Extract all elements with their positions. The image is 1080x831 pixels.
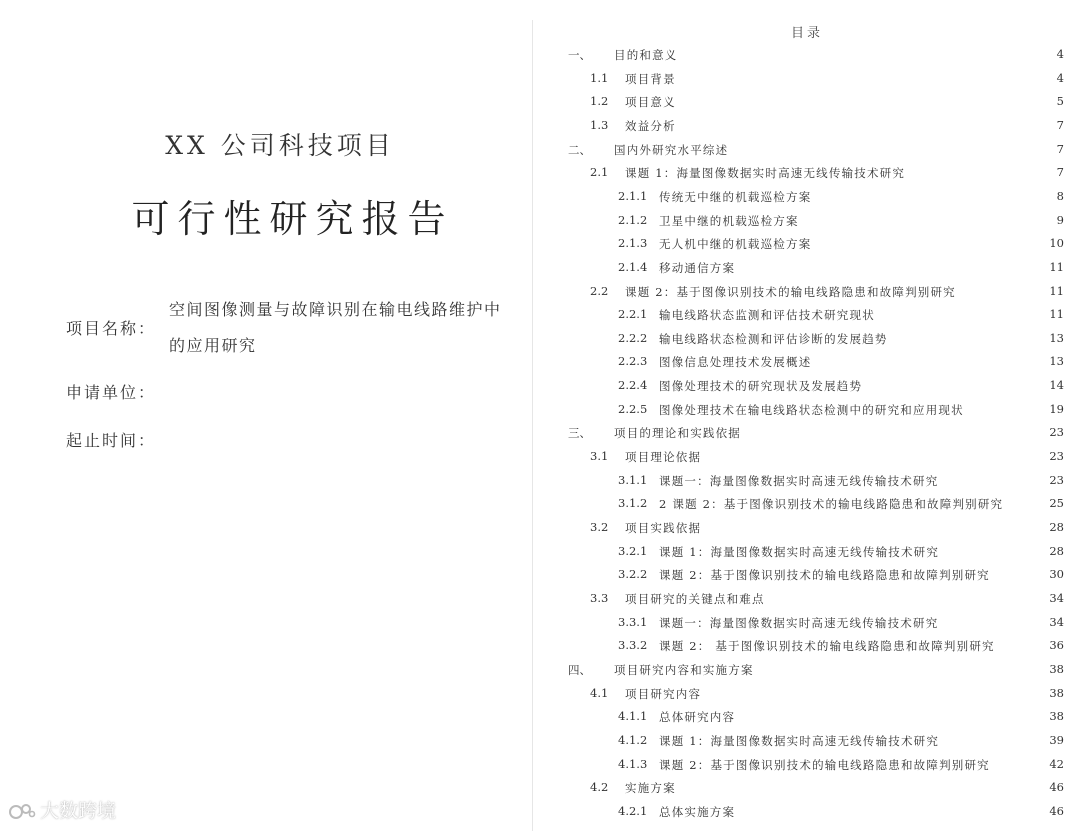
toc-entry-number: 四、 [568,662,591,677]
toc-entry[interactable] [534,544,1064,564]
project-name-label: 项目名称： [66,319,157,338]
toc-entry-number: 3.2.2 [618,567,648,582]
project-name-value: 空间图像测量与故障识别在输电线路维护中的应用研究 [169,300,502,355]
toc-entry-number: 1.2 [590,94,609,109]
toc-entry-page: 4 [1056,70,1064,85]
applicant-label: 申请单位： [66,383,157,402]
toc-entry-text: 课题 1：海量图像数据实时高速无线传输技术研究 [625,166,906,181]
toc-entry-text: 实施方案 [625,781,676,796]
toc-entry-text: 项目研究内容和实施方案 [614,662,754,677]
toc-entry-page: 8 [1056,188,1064,203]
toc-entry-page: 28 [1049,543,1064,558]
toc-entry-number: 一、 [568,48,591,62]
toc-entry-page: 10 [1049,236,1064,251]
toc-entry-page: 11 [1049,307,1064,322]
toc-entry[interactable] [534,425,1064,445]
toc-entry[interactable] [534,354,1064,374]
toc-entry-page: 7 [1056,141,1064,156]
toc-entry[interactable] [534,591,1064,611]
toc-entry-number: 2.2.2 [618,330,648,345]
toc-entry-page: 46 [1049,780,1064,795]
toc-entry-text: 目的和意义 [614,48,678,62]
toc-entry-page: 38 [1049,709,1064,724]
toc-entry-text: 课题 1：海量图像数据实时高速无线传输技术研究 [659,733,940,748]
toc-entry-text: 项目研究内容 [625,686,702,701]
period-label: 起止时间： [66,431,157,450]
toc-entry[interactable] [534,567,1064,587]
cover-company-title: XX 公司科技项目 [165,131,395,160]
toc-entry-number: 1.3 [590,117,609,132]
toc-entry-page: 9 [1056,212,1064,227]
toc-entry-text: 输电线路状态监测和评估技术研究现状 [659,308,875,323]
toc-entry[interactable] [534,378,1064,398]
toc-entry-number: 2.1.1 [618,188,648,203]
toc-entry-number: 4.2 [590,780,609,795]
toc-entry[interactable] [534,638,1064,658]
toc-entry-text: 传统无中继的机载巡检方案 [659,189,812,204]
toc-entry-number: 二、 [568,142,591,157]
toc-entry-text: 2 课题 2：基于图像识别技术的输电线路隐患和故障判别研究 [659,497,1004,512]
toc-entry[interactable] [534,662,1064,682]
toc-entry-number: 三、 [568,426,591,441]
toc-entry[interactable] [534,213,1064,233]
toc-entry[interactable] [534,520,1064,540]
toc-entry-number: 2.1.2 [618,212,648,227]
toc-entry-number: 4.1.3 [618,756,648,771]
toc-entry-text: 项目意义 [625,95,676,110]
toc-entry[interactable] [534,284,1064,304]
toc-entry-number: 2.1.4 [618,259,648,274]
toc-entry-number: 4.1.2 [618,732,648,747]
toc-entry[interactable] [534,94,1064,114]
toc-entry-text: 输电线路状态检测和评估诊断的发展趋势 [659,331,888,346]
toc-entry-page: 28 [1049,520,1064,534]
toc-entry-number: 3.2 [590,520,609,534]
toc-entry-text: 卫星中继的机载巡检方案 [659,213,799,228]
page-divider [532,20,533,831]
toc-entry[interactable] [534,757,1064,777]
toc-entry-number: 3.1.2 [618,496,648,511]
toc-entry-page: 7 [1056,117,1064,132]
toc-entry[interactable] [534,402,1064,422]
toc-entry-number: 3.2.1 [618,543,648,558]
toc-entry[interactable] [534,189,1064,209]
toc-entry[interactable] [534,236,1064,256]
toc-entry-text: 项目的理论和实践依据 [614,426,741,441]
logo-icon [8,802,36,822]
toc-entry-page: 7 [1056,165,1064,180]
toc-title: 目录 [790,26,823,41]
toc-entry[interactable] [534,165,1064,185]
toc-entry-page: 23 [1049,425,1064,440]
toc-entry-text: 课题 2：基于图像识别技术的输电线路隐患和故障判别研究 [625,284,956,299]
toc-entry[interactable] [534,331,1064,351]
toc-entry-text: 无人机中继的机载巡检方案 [659,237,812,252]
cover-report-title: 可行性研究报告 [131,197,454,241]
toc-entry-number: 2.1 [590,165,609,180]
toc-entry-page: 46 [1049,803,1064,818]
toc-entry-text: 国内外研究水平综述 [614,142,729,157]
toc-entry-page: 38 [1049,661,1064,676]
toc-entry-text: 图像信息处理技术发展概述 [659,355,812,370]
toc-entry[interactable] [534,118,1064,138]
toc-entry[interactable] [534,449,1064,469]
toc-entry-page: 11 [1049,283,1064,298]
toc-entry-number: 2.2.5 [618,401,648,416]
toc-entry-number: 3.3.2 [618,638,648,653]
toc-entry[interactable] [534,307,1064,327]
toc-entry-number: 3.3 [590,590,609,605]
toc-entry[interactable] [534,260,1064,280]
toc-entry-text: 项目理论依据 [625,450,702,464]
toc-entry-page: 13 [1049,330,1064,345]
toc-entry-page: 23 [1049,449,1064,463]
watermark-text: 大数跨境 [40,800,117,822]
toc-entry[interactable] [534,733,1064,753]
toc-entry-number: 3.1 [590,449,609,463]
toc-entry-page: 19 [1049,401,1064,416]
toc-entry-page: 4 [1056,47,1064,61]
toc-entry[interactable] [534,47,1064,67]
toc-entry-page: 36 [1049,638,1064,653]
cover-page [0,0,532,831]
watermark [8,796,116,823]
toc-entry-number: 2.1.3 [618,236,648,251]
toc-entry-text: 课题一：海量图像数据实时高速无线传输技术研究 [659,473,939,488]
toc-entry-number: 2.2.1 [618,307,648,322]
toc-entry-page: 11 [1049,259,1064,274]
toc-entry-text: 课题 2： 基于图像识别技术的输电线路隐患和故障判别研究 [659,639,995,654]
toc-entry-number: 2.2.3 [618,354,648,369]
toc-entry-number: 4.1 [590,685,609,700]
toc-entry-text: 项目研究的关键点和难点 [625,591,765,606]
toc-entry-text: 项目背景 [625,71,676,86]
toc-entry-text: 图像处理技术的研究现状及发展趋势 [659,379,863,394]
toc-entry-number: 3.1.1 [618,472,648,487]
toc-entry[interactable] [534,780,1064,800]
toc-entry-number: 1.1 [590,70,609,85]
toc-entry[interactable] [534,473,1064,493]
toc-entry[interactable] [534,142,1064,162]
toc-entry-text: 课题 1：海量图像数据实时高速无线传输技术研究 [659,544,940,559]
toc-entry-page: 23 [1049,472,1064,487]
toc-entry-number: 4.1.1 [618,709,648,724]
toc-entry-text: 课题 2：基于图像识别技术的输电线路隐患和故障判别研究 [659,568,990,583]
toc-entry-page: 14 [1049,378,1064,393]
toc-entry-number: 2.2.4 [618,378,648,393]
toc-entry-number: 2.2 [590,283,609,298]
toc-entry-page: 39 [1049,732,1064,747]
toc-entry-text: 总体研究内容 [659,710,736,725]
toc-entry-page: 34 [1049,590,1064,605]
toc-entry[interactable] [534,496,1064,516]
toc-entry-text: 课题一：海量图像数据实时高速无线传输技术研究 [659,615,939,630]
toc-entry-page: 25 [1049,496,1064,511]
toc-entry-page: 30 [1049,567,1064,582]
toc-page [534,0,1080,831]
toc-entry[interactable] [534,709,1064,729]
toc-entry-page: 42 [1049,756,1064,771]
toc-entry-text: 总体实施方案 [659,804,736,819]
toc-entry-number: 3.3.1 [618,614,648,629]
toc-entry-page: 34 [1049,614,1064,629]
toc-entry[interactable] [534,615,1064,635]
toc-entry-text: 移动通信方案 [659,260,736,275]
toc-entry[interactable] [534,804,1064,824]
toc-entry-page: 5 [1056,94,1064,109]
toc-entry[interactable] [534,686,1064,706]
toc-entry-text: 课题 2：基于图像识别技术的输电线路隐患和故障判别研究 [659,757,990,772]
toc-entry-text: 图像处理技术在输电线路状态检测中的研究和应用现状 [659,402,964,417]
toc-entry-text: 项目实践依据 [625,521,702,535]
toc-entry[interactable] [534,71,1064,91]
toc-entry-text: 效益分析 [625,118,676,133]
toc-entry-page: 13 [1049,354,1064,369]
toc-entry-page: 38 [1049,685,1064,700]
toc-entry-number: 4.2.1 [618,803,648,818]
